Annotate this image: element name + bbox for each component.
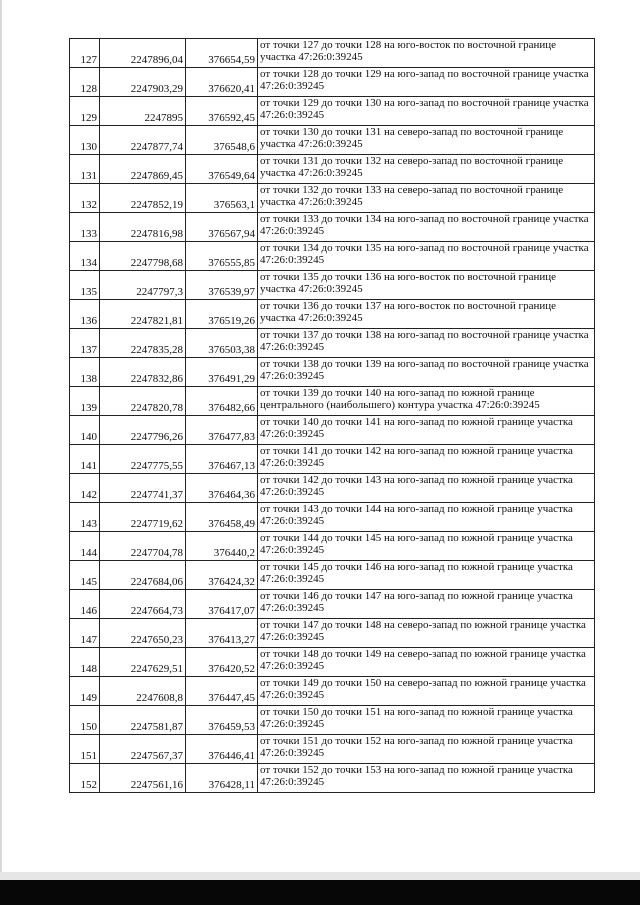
scan-shadow bbox=[0, 872, 640, 880]
table-row bbox=[70, 561, 595, 590]
y-coordinate-cell: 376503,38 bbox=[186, 329, 258, 358]
x-coordinate-cell: 2247581,87 bbox=[100, 706, 186, 735]
table-row bbox=[70, 300, 595, 329]
x-coordinate-cell: 2247719,62 bbox=[100, 503, 186, 532]
table-row bbox=[70, 764, 595, 793]
description-cell: от точки 143 до точки 144 на юго-запад по южной границе участка 47:26:0:39245 bbox=[258, 503, 595, 532]
description-cell: от точки 127 до точки 128 на юго-восток по восточной границе участка 47:26:0:39245 bbox=[258, 39, 595, 68]
point-number-cell: 147 bbox=[70, 619, 100, 648]
point-number-cell: 137 bbox=[70, 329, 100, 358]
table-body bbox=[70, 39, 595, 793]
description-cell: от точки 128 до точки 129 на юго-запад по восточной границе участка 47:26:0:39245 bbox=[258, 68, 595, 97]
x-coordinate-cell: 2247797,3 bbox=[100, 271, 186, 300]
point-number-cell: 132 bbox=[70, 184, 100, 213]
description-cell: от точки 149 до точки 150 на северо-запад по южной границе участка 47:26:0:39245 bbox=[258, 677, 595, 706]
y-coordinate-cell: 376548,6 bbox=[186, 126, 258, 155]
point-number-cell: 142 bbox=[70, 474, 100, 503]
point-number-cell: 143 bbox=[70, 503, 100, 532]
table-row bbox=[70, 155, 595, 184]
table-row bbox=[70, 387, 595, 416]
y-coordinate-cell: 376446,41 bbox=[186, 735, 258, 764]
description-cell: от точки 150 до точки 151 на юго-запад по южной границе участка 47:26:0:39245 bbox=[258, 706, 595, 735]
point-number-cell: 135 bbox=[70, 271, 100, 300]
x-coordinate-cell: 2247832,86 bbox=[100, 358, 186, 387]
table-row bbox=[70, 677, 595, 706]
point-number-cell: 136 bbox=[70, 300, 100, 329]
y-coordinate-cell: 376424,32 bbox=[186, 561, 258, 590]
point-number-cell: 140 bbox=[70, 416, 100, 445]
point-number-cell: 148 bbox=[70, 648, 100, 677]
description-cell: от точки 144 до точки 145 на юго-запад по южной границе участка 47:26:0:39245 bbox=[258, 532, 595, 561]
description-cell: от точки 136 до точки 137 на юго-восток по восточной границе участка 47:26:0:39245 bbox=[258, 300, 595, 329]
table-row bbox=[70, 735, 595, 764]
x-coordinate-cell: 2247877,74 bbox=[100, 126, 186, 155]
description-cell: от точки 146 до точки 147 на юго-запад по южной границе участка 47:26:0:39245 bbox=[258, 590, 595, 619]
point-number-cell: 149 bbox=[70, 677, 100, 706]
y-coordinate-cell: 376563,1 bbox=[186, 184, 258, 213]
x-coordinate-cell: 2247798,68 bbox=[100, 242, 186, 271]
x-coordinate-cell: 2247869,45 bbox=[100, 155, 186, 184]
table-row bbox=[70, 474, 595, 503]
description-cell: от точки 134 до точки 135 на юго-запад по восточной границе участка 47:26:0:39245 bbox=[258, 242, 595, 271]
description-cell: от точки 152 до точки 153 на юго-запад по южной границе участка 47:26:0:39245 bbox=[258, 764, 595, 793]
y-coordinate-cell: 376467,13 bbox=[186, 445, 258, 474]
y-coordinate-cell: 376459,53 bbox=[186, 706, 258, 735]
description-cell: от точки 141 до точки 142 на юго-запад по южной границе участка 47:26:0:39245 bbox=[258, 445, 595, 474]
table-row bbox=[70, 445, 595, 474]
x-coordinate-cell: 2247896,04 bbox=[100, 39, 186, 68]
y-coordinate-cell: 376491,29 bbox=[186, 358, 258, 387]
point-number-cell: 144 bbox=[70, 532, 100, 561]
point-number-cell: 150 bbox=[70, 706, 100, 735]
description-cell: от точки 133 до точки 134 на юго-запад по восточной границе участка 47:26:0:39245 bbox=[258, 213, 595, 242]
y-coordinate-cell: 376592,45 bbox=[186, 97, 258, 126]
table-row bbox=[70, 358, 595, 387]
y-coordinate-cell: 376555,85 bbox=[186, 242, 258, 271]
point-number-cell: 131 bbox=[70, 155, 100, 184]
table-row bbox=[70, 97, 595, 126]
description-cell: от точки 129 до точки 130 на юго-запад по восточной границе участка 47:26:0:39245 bbox=[258, 97, 595, 126]
x-coordinate-cell: 2247567,37 bbox=[100, 735, 186, 764]
y-coordinate-cell: 376477,83 bbox=[186, 416, 258, 445]
description-cell: от точки 132 до точки 133 на северо-запад по восточной границе участка 47:26:0:39245 bbox=[258, 184, 595, 213]
x-coordinate-cell: 2247704,78 bbox=[100, 532, 186, 561]
table-row bbox=[70, 329, 595, 358]
table-row bbox=[70, 503, 595, 532]
table-row bbox=[70, 590, 595, 619]
x-coordinate-cell: 2247835,28 bbox=[100, 329, 186, 358]
y-coordinate-cell: 376464,36 bbox=[186, 474, 258, 503]
x-coordinate-cell: 2247629,51 bbox=[100, 648, 186, 677]
x-coordinate-cell: 2247852,19 bbox=[100, 184, 186, 213]
table-row bbox=[70, 68, 595, 97]
description-cell: от точки 142 до точки 143 на юго-запад по южной границе участка 47:26:0:39245 bbox=[258, 474, 595, 503]
description-cell: от точки 151 до точки 152 на юго-запад по южной границе участка 47:26:0:39245 bbox=[258, 735, 595, 764]
point-number-cell: 129 bbox=[70, 97, 100, 126]
description-cell: от точки 135 до точки 136 на юго-восток по восточной границе участка 47:26:0:39245 bbox=[258, 271, 595, 300]
x-coordinate-cell: 2247895 bbox=[100, 97, 186, 126]
table-row bbox=[70, 126, 595, 155]
description-cell: от точки 131 до точки 132 на северо-запад по восточной границе участка 47:26:0:39245 bbox=[258, 155, 595, 184]
table-row bbox=[70, 706, 595, 735]
description-cell: от точки 139 до точки 140 на юго-запад по южной границе центрального (наибольшего) контура участка 47:26:0:39245 bbox=[258, 387, 595, 416]
x-coordinate-cell: 2247816,98 bbox=[100, 213, 186, 242]
table-row bbox=[70, 619, 595, 648]
point-number-cell: 134 bbox=[70, 242, 100, 271]
y-coordinate-cell: 376539,97 bbox=[186, 271, 258, 300]
point-number-cell: 130 bbox=[70, 126, 100, 155]
y-coordinate-cell: 376458,49 bbox=[186, 503, 258, 532]
y-coordinate-cell: 376519,26 bbox=[186, 300, 258, 329]
point-number-cell: 128 bbox=[70, 68, 100, 97]
y-coordinate-cell: 376440,2 bbox=[186, 532, 258, 561]
x-coordinate-cell: 2247561,16 bbox=[100, 764, 186, 793]
x-coordinate-cell: 2247821,81 bbox=[100, 300, 186, 329]
point-number-cell: 151 bbox=[70, 735, 100, 764]
point-number-cell: 145 bbox=[70, 561, 100, 590]
x-coordinate-cell: 2247820,78 bbox=[100, 387, 186, 416]
table-row bbox=[70, 648, 595, 677]
y-coordinate-cell: 376413,27 bbox=[186, 619, 258, 648]
x-coordinate-cell: 2247741,37 bbox=[100, 474, 186, 503]
point-number-cell: 152 bbox=[70, 764, 100, 793]
y-coordinate-cell: 376620,41 bbox=[186, 68, 258, 97]
y-coordinate-cell: 376482,66 bbox=[186, 387, 258, 416]
table-row bbox=[70, 184, 595, 213]
table-row bbox=[70, 213, 595, 242]
y-coordinate-cell: 376417,07 bbox=[186, 590, 258, 619]
table-row bbox=[70, 532, 595, 561]
y-coordinate-cell: 376567,94 bbox=[186, 213, 258, 242]
table-row bbox=[70, 271, 595, 300]
point-number-cell: 139 bbox=[70, 387, 100, 416]
description-cell: от точки 130 до точки 131 на северо-запад по восточной границе участка 47:26:0:39245 bbox=[258, 126, 595, 155]
x-coordinate-cell: 2247796,26 bbox=[100, 416, 186, 445]
description-cell: от точки 137 до точки 138 на юго-запад по восточной границе участка 47:26:0:39245 bbox=[258, 329, 595, 358]
x-coordinate-cell: 2247608,8 bbox=[100, 677, 186, 706]
table-row bbox=[70, 416, 595, 445]
y-coordinate-cell: 376549,64 bbox=[186, 155, 258, 184]
x-coordinate-cell: 2247903,29 bbox=[100, 68, 186, 97]
scan-edge bbox=[0, 0, 2, 905]
x-coordinate-cell: 2247664,73 bbox=[100, 590, 186, 619]
y-coordinate-cell: 376420,52 bbox=[186, 648, 258, 677]
x-coordinate-cell: 2247775,55 bbox=[100, 445, 186, 474]
description-cell: от точки 145 до точки 146 на юго-запад по южной границе участка 47:26:0:39245 bbox=[258, 561, 595, 590]
y-coordinate-cell: 376428,11 bbox=[186, 764, 258, 793]
table-row bbox=[70, 39, 595, 68]
point-number-cell: 146 bbox=[70, 590, 100, 619]
point-number-cell: 138 bbox=[70, 358, 100, 387]
point-number-cell: 141 bbox=[70, 445, 100, 474]
description-cell: от точки 138 до точки 139 на юго-запад по восточной границе участка 47:26:0:39245 bbox=[258, 358, 595, 387]
boundary-coordinates-table bbox=[69, 38, 595, 793]
table-row bbox=[70, 242, 595, 271]
point-number-cell: 133 bbox=[70, 213, 100, 242]
x-coordinate-cell: 2247684,06 bbox=[100, 561, 186, 590]
y-coordinate-cell: 376654,59 bbox=[186, 39, 258, 68]
x-coordinate-cell: 2247650,23 bbox=[100, 619, 186, 648]
description-cell: от точки 140 до точки 141 на юго-запад по южной границе участка 47:26:0:39245 bbox=[258, 416, 595, 445]
scan-bottom-edge bbox=[0, 880, 640, 905]
description-cell: от точки 147 до точки 148 на северо-запад по южной границе участка 47:26:0:39245 bbox=[258, 619, 595, 648]
point-number-cell: 127 bbox=[70, 39, 100, 68]
y-coordinate-cell: 376447,45 bbox=[186, 677, 258, 706]
description-cell: от точки 148 до точки 149 на северо-запад по южной границе участка 47:26:0:39245 bbox=[258, 648, 595, 677]
